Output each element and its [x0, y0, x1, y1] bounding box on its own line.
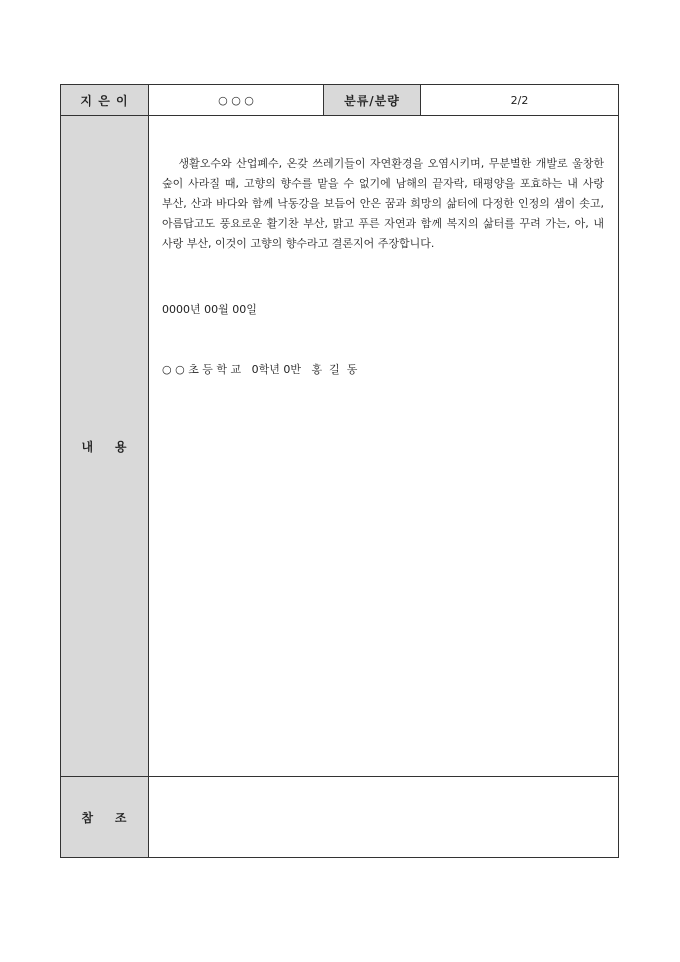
reference-value	[149, 777, 619, 858]
author-line: ○ ○ 초 등 학 교 0학년 0반 홍 길 동	[162, 363, 358, 376]
author-label: 지 은 이	[61, 85, 149, 116]
category-label: 분류/분량	[324, 85, 421, 116]
essay-paragraph: 생활오수와 산업폐수, 온갖 쓰레기들이 자연환경을 오염시키며, 무분별한 개발로 울창한 숲이 사라질 때, 고향의 향수를 맡을 수 없기에 남해의 끝자락, 태평양을 포효하는 내 사랑 부산, 산과 바다와 함께 낙동강을 보듬어 안은 꿈과 희망의 삶터에 다정한 인정의 샘이 솟고, 아름답고도 풍요로운 활기찬 부산, 맑고 푸른 자연과 함께 복지의 삶터를 꾸려 가는, 아, 내 사랑 부산, 이것이 고향의 향수라고 결론지어 주장합니다.	[162, 157, 604, 250]
reference-label: 참 조	[61, 777, 149, 858]
essay-form-table	[60, 84, 619, 858]
essay-date: 0000년 00월 00일	[162, 303, 257, 316]
content-label: 내 용	[61, 116, 149, 777]
author-value: ○ ○ ○	[149, 85, 324, 116]
category-value: 2/2	[421, 85, 619, 116]
content-body	[149, 116, 619, 777]
